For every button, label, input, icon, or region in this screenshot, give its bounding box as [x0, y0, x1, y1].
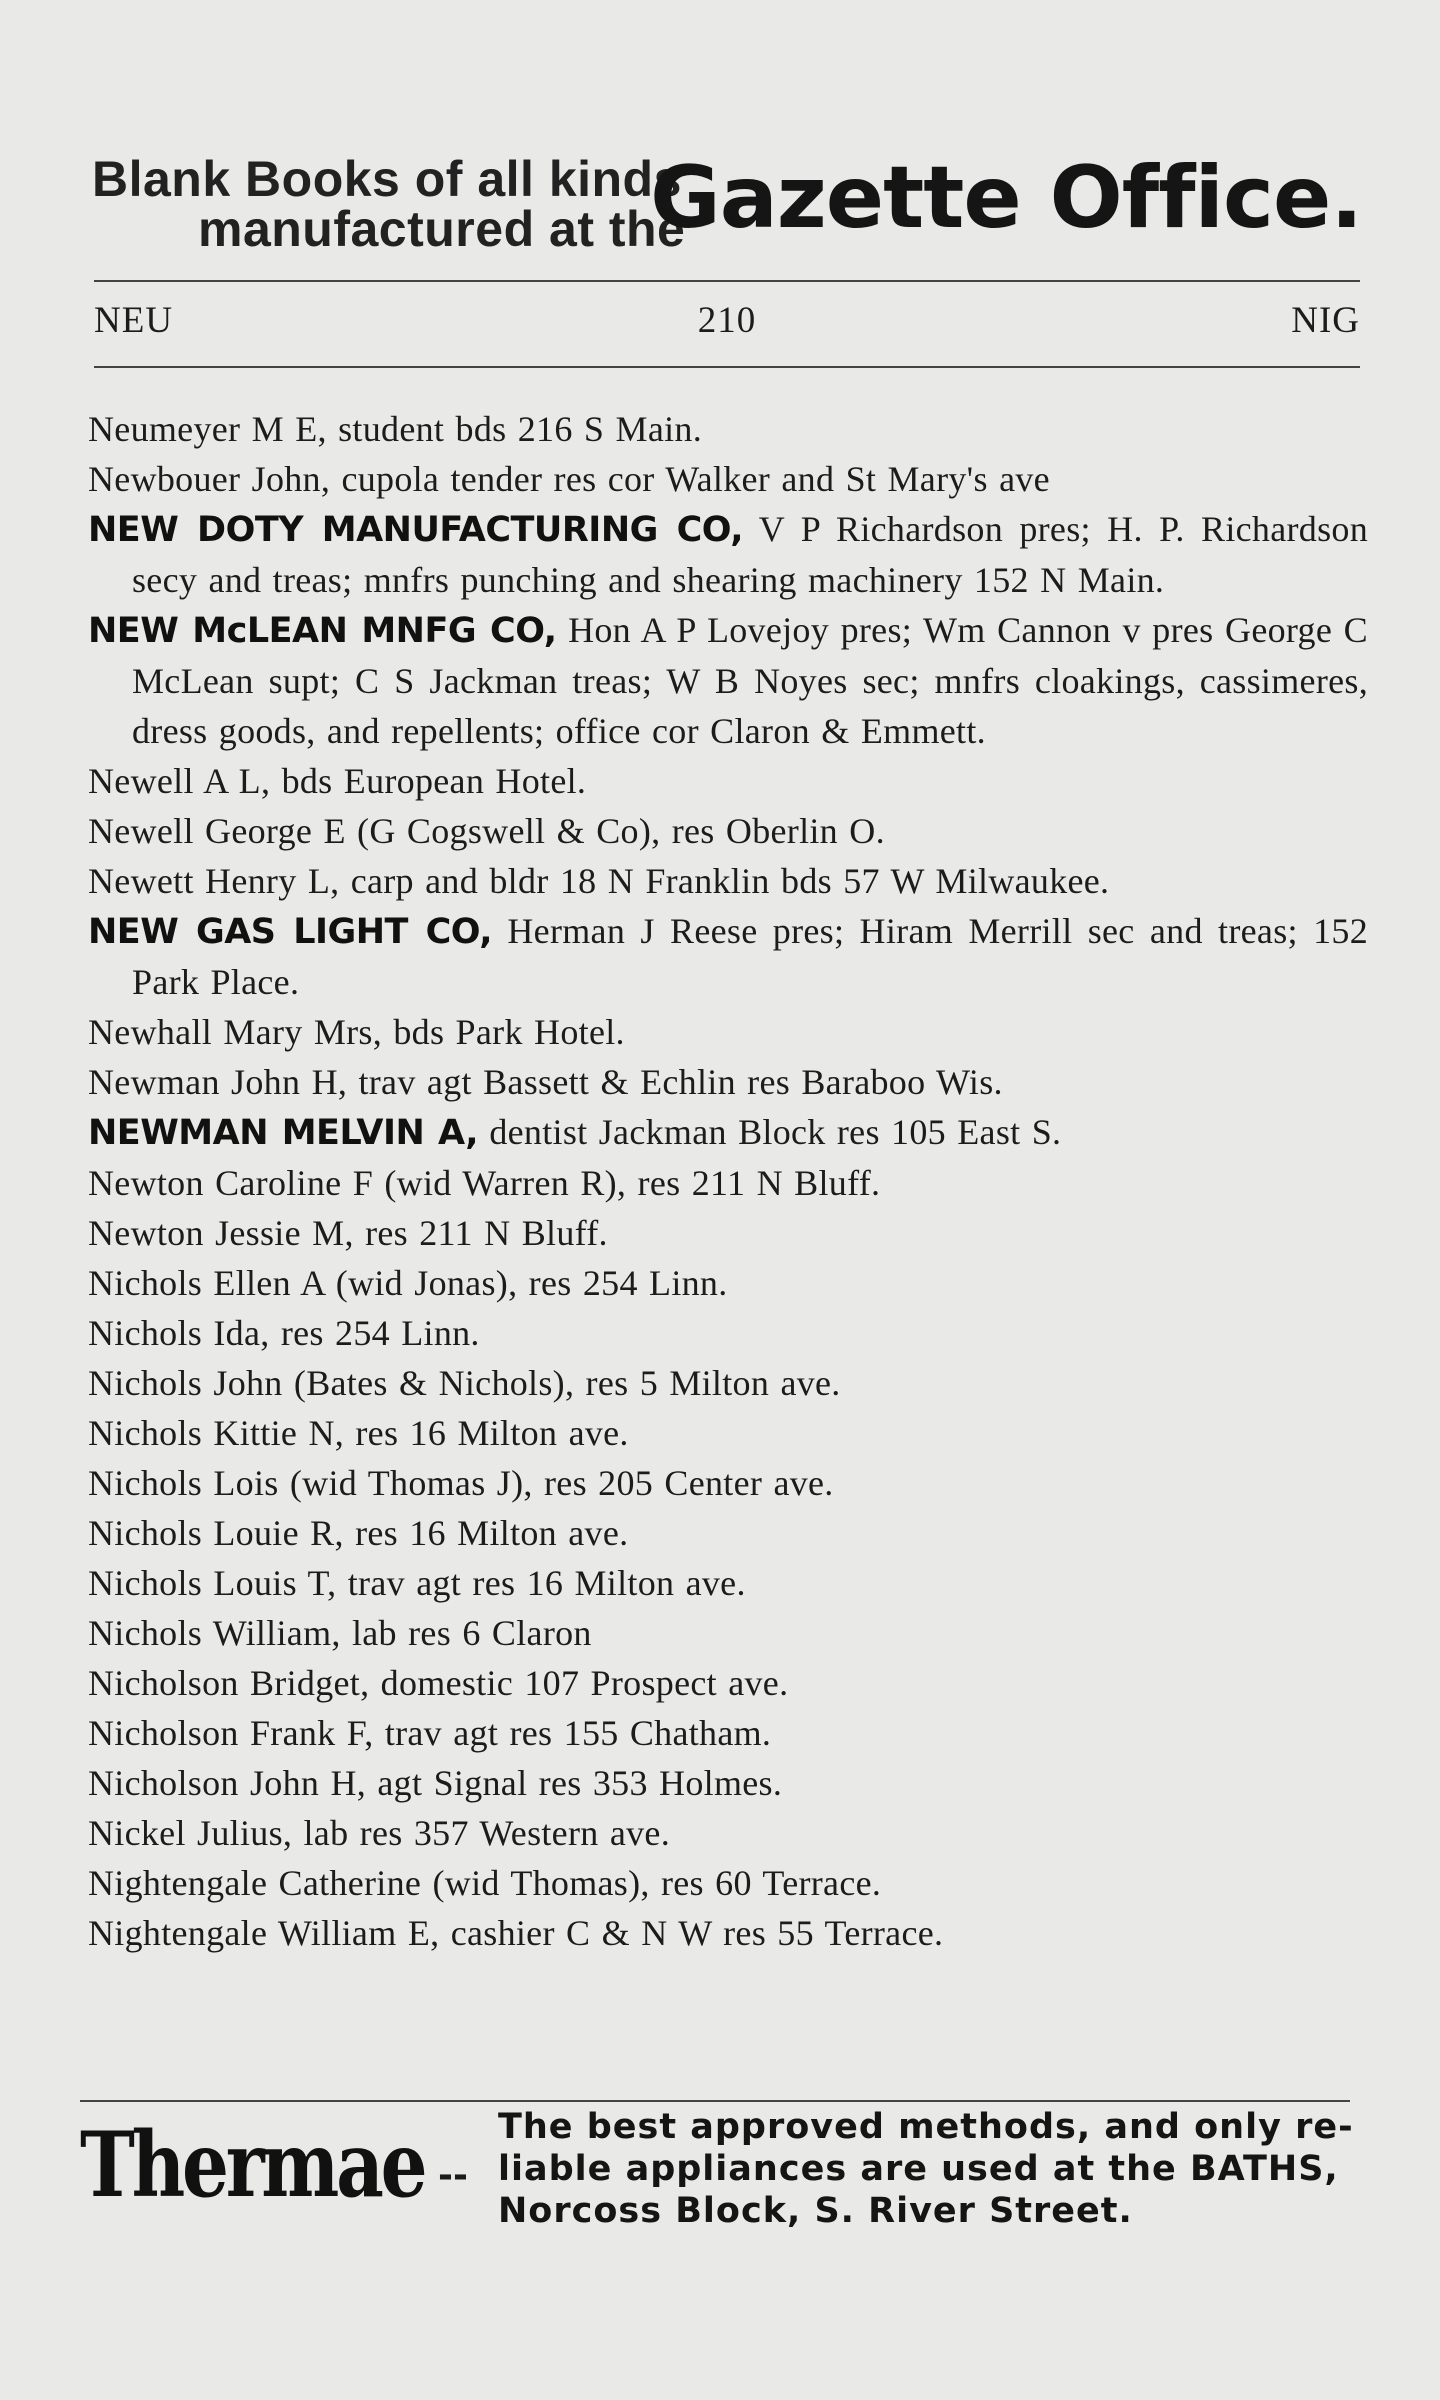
page-number: 210 — [697, 300, 757, 341]
entry-text: Newett Henry L, carp and bldr 18 N Franklin bds 57 W Milwaukee. — [88, 861, 1110, 901]
directory-entry — [88, 1308, 1368, 1358]
entry-text: Newhall Mary Mrs, bds Park Hotel. — [88, 1012, 625, 1052]
directory-entry — [88, 1758, 1368, 1808]
entry-text: Nichols William, lab res 6 Claron — [88, 1613, 592, 1653]
footer-ad-dash: -- — [438, 2155, 468, 2196]
entry-text: Herman J Reese pres; Hiram Merrill sec and treas; 152 Park Place. — [132, 911, 1368, 1002]
directory-entry — [88, 1158, 1368, 1208]
header-ad-line-1: Blank Books of all kinds — [92, 151, 682, 207]
entry-text: Hon A P Lovejoy pres; Wm Cannon v pres George C McLean supt; C S Jackman treas; W B Noyes sec; mnfrs cloakings, cassimeres, dress goods, and repellents; office cor Claron & Emmett. — [132, 610, 1368, 751]
directory-entries — [88, 404, 1368, 1958]
entry-text: Nichols Kittie N, res 16 Milton ave. — [88, 1413, 629, 1453]
business-name: NEW McLEAN MNFG CO, — [88, 611, 557, 651]
entry-text: Nightengale William E, cashier C & N W res 55 Terrace. — [88, 1913, 944, 1953]
footer-ad-brand: Thermae — [80, 2112, 425, 2218]
directory-entry — [88, 404, 1368, 454]
entry-text: Nichols Louis T, trav agt res 16 Milton ave. — [88, 1563, 746, 1603]
directory-entry — [88, 1208, 1368, 1258]
business-name: NEW DOTY MANUFACTURING CO, — [88, 510, 744, 550]
footer-ad-line-2: liable appliances are used at the BATHS, — [498, 2149, 1339, 2189]
running-head-first-word: NEU — [94, 300, 174, 341]
footer-ad-line-1: The best approved methods, and only re- — [498, 2107, 1354, 2147]
directory-entry — [88, 1808, 1368, 1858]
header-bottom-rule — [94, 366, 1360, 368]
header-top-rule — [94, 280, 1360, 282]
entry-text: Newell George E (G Cogswell & Co), res Oberlin O. — [88, 811, 885, 851]
directory-entry — [88, 1608, 1368, 1658]
directory-entry — [88, 1458, 1368, 1508]
directory-entry — [88, 1408, 1368, 1458]
footer-ad-message — [498, 2106, 1360, 2232]
entry-text: dentist Jackman Block res 105 East S. — [478, 1112, 1062, 1152]
entry-text: Nichols Louie R, res 16 Milton ave. — [88, 1513, 629, 1553]
footer-advertisement — [80, 2104, 1360, 2244]
entry-text: Nicholson John H, agt Signal res 353 Holmes. — [88, 1763, 783, 1803]
entry-text: Nichols Ida, res 254 Linn. — [88, 1313, 480, 1353]
directory-entry — [88, 1558, 1368, 1608]
entry-text: Nichols Lois (wid Thomas J), res 205 Center ave. — [88, 1463, 834, 1503]
directory-entry — [88, 1508, 1368, 1558]
business-name: NEW GAS LIGHT CO, — [88, 912, 493, 952]
running-head-last-word: NIG — [1291, 300, 1360, 341]
directory-entry — [88, 1358, 1368, 1408]
directory-entry — [88, 1908, 1368, 1958]
directory-entry — [88, 1007, 1368, 1057]
entry-text: Neumeyer M E, student bds 216 S Main. — [88, 409, 703, 449]
directory-entry — [88, 1858, 1368, 1908]
business-entry — [88, 1107, 1368, 1158]
footer-rule — [80, 2100, 1350, 2102]
header-advertisement — [92, 140, 1362, 280]
entry-text: Nicholson Bridget, domestic 107 Prospect ave. — [88, 1663, 789, 1703]
entry-text: Nichols Ellen A (wid Jonas), res 254 Linn. — [88, 1263, 728, 1303]
entry-text: Newton Caroline F (wid Warren R), res 211 N Bluff. — [88, 1163, 881, 1203]
directory-entry — [88, 1708, 1368, 1758]
directory-entry — [88, 454, 1368, 504]
entry-text: Newbouer John, cupola tender res cor Walker and St Mary's ave — [88, 459, 1050, 499]
directory-entry — [88, 856, 1368, 906]
running-head — [94, 296, 1360, 346]
directory-entry — [88, 1658, 1368, 1708]
entry-text: Newton Jessie M, res 211 N Bluff. — [88, 1213, 608, 1253]
business-name: NEWMAN MELVIN A, — [88, 1113, 479, 1153]
business-entry — [88, 504, 1368, 605]
header-ad-brand: Gazette Office. — [650, 148, 1362, 248]
entry-text: Newman John H, trav agt Bassett & Echlin res Baraboo Wis. — [88, 1062, 1003, 1102]
entry-text: Nightengale Catherine (wid Thomas), res 60 Terrace. — [88, 1863, 882, 1903]
entry-text: V P Richardson pres; H. P. Richardson secy and treas; mnfrs punching and shearing machinery 152 N Main. — [132, 509, 1369, 600]
business-entry — [88, 605, 1368, 756]
header-ad-line-2: manufactured at the — [198, 201, 686, 257]
directory-entry — [88, 806, 1368, 856]
entry-text: Nicholson Frank F, trav agt res 155 Chatham. — [88, 1713, 772, 1753]
directory-entry — [88, 1057, 1368, 1107]
business-entry — [88, 906, 1368, 1007]
footer-ad-line-3: Norcoss Block, S. River Street. — [498, 2191, 1133, 2231]
entry-text: Nickel Julius, lab res 357 Western ave. — [88, 1813, 670, 1853]
entry-text: Newell A L, bds European Hotel. — [88, 761, 587, 801]
entry-text: Nichols John (Bates & Nichols), res 5 Milton ave. — [88, 1363, 841, 1403]
directory-entry — [88, 1258, 1368, 1308]
directory-entry — [88, 756, 1368, 806]
